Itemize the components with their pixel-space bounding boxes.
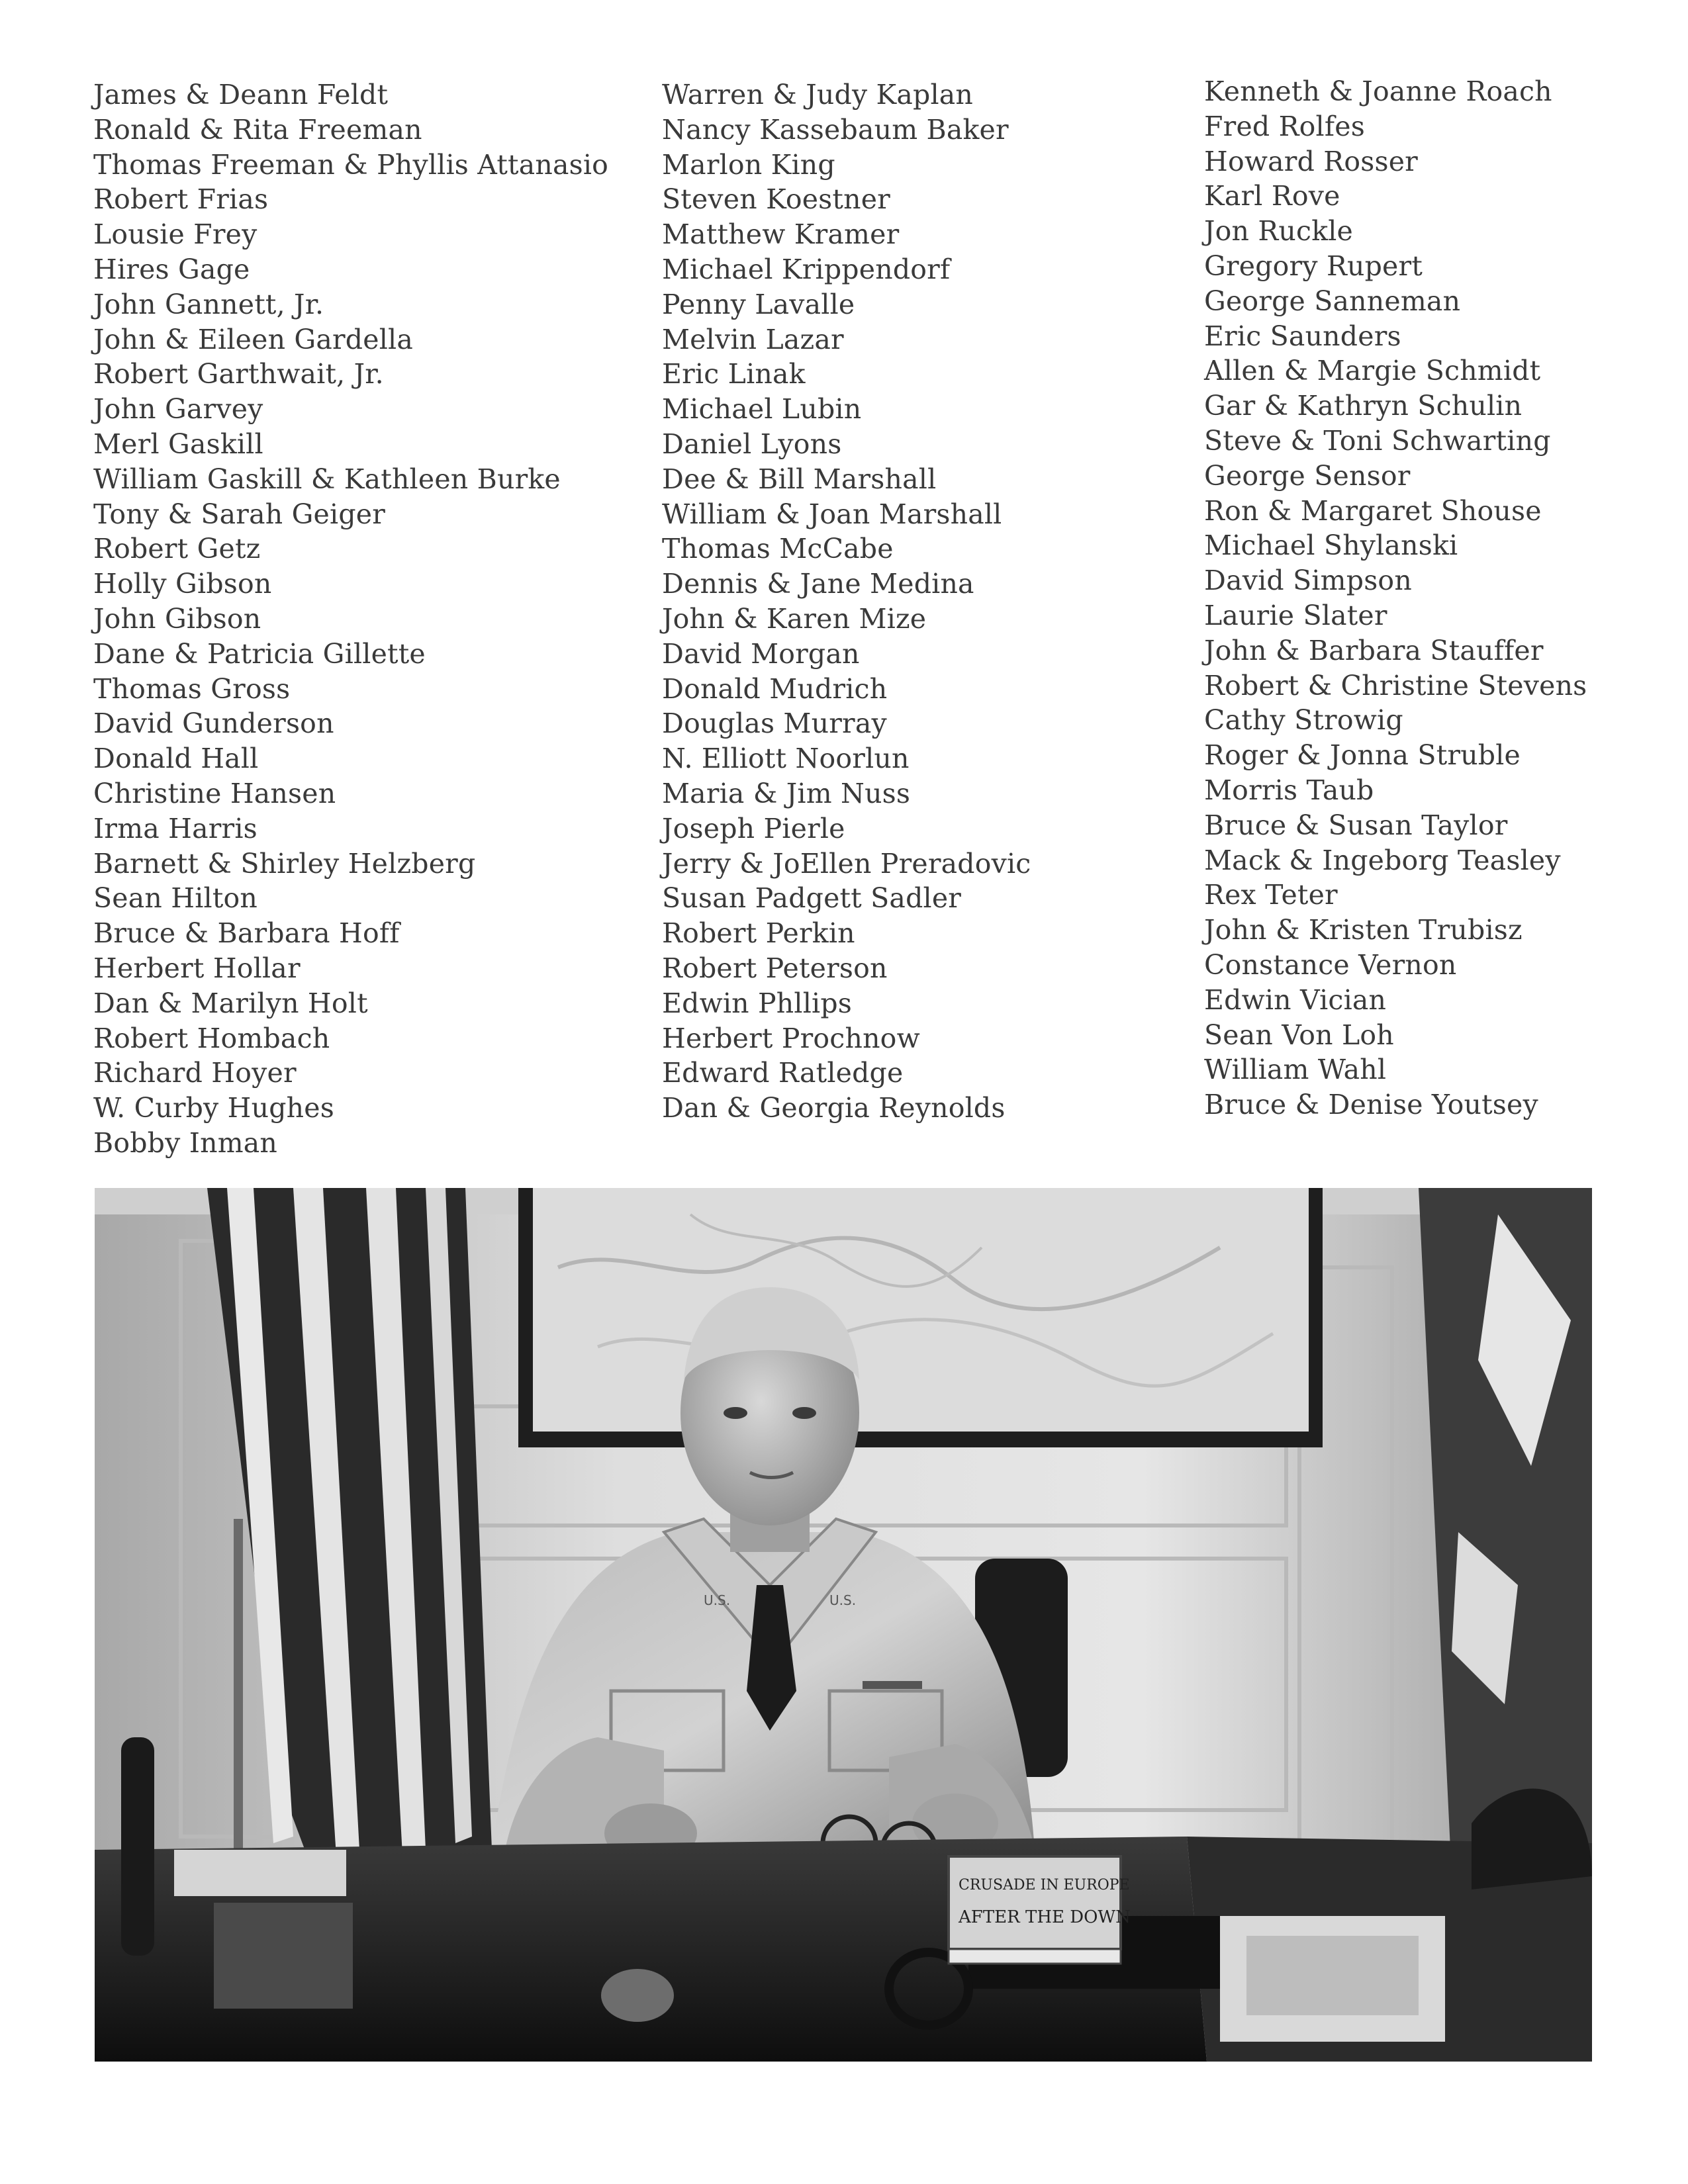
donor-name: Hires Gage	[93, 253, 250, 285]
donor-name: Maria & Jim Nuss	[662, 777, 911, 809]
donor-name: Michael Krippendorf	[662, 253, 951, 285]
donor-name: John & Kristen Trubisz	[1204, 914, 1523, 946]
donor-name: Eric Linak	[662, 358, 806, 390]
donor-name: Robert Perkin	[662, 917, 855, 950]
donor-name: George Sensor	[1204, 459, 1411, 492]
donor-name: Eric Saunders	[1204, 320, 1401, 352]
donor-name: Herbert Prochnow	[662, 1022, 920, 1054]
donor-name: Rex Teter	[1204, 879, 1338, 911]
donor-name: Dane & Patricia Gillette	[93, 637, 426, 670]
collar-badge-right: U.S.	[829, 1592, 857, 1608]
donor-name: Gregory Rupert	[1204, 250, 1423, 282]
donor-name: Robert & Christine Stevens	[1204, 669, 1587, 702]
donor-name: Karl Rove	[1204, 180, 1340, 212]
donor-name: Donald Mudrich	[662, 672, 888, 705]
donor-name: Christine Hansen	[93, 777, 336, 809]
donor-name: Dee & Bill Marshall	[662, 463, 937, 495]
donor-name: William & Joan Marshall	[662, 498, 1002, 530]
donor-name: Thomas McCabe	[662, 533, 894, 565]
donor-name: Donald Hall	[93, 743, 259, 775]
book-cover-text: AFTER THE DOWN	[959, 1907, 1131, 1927]
donor-name: William Gaskill & Kathleen Burke	[93, 463, 561, 495]
donor-name: Gar & Kathryn Schulin	[1204, 390, 1523, 422]
donor-name: Bobby Inman	[93, 1126, 278, 1159]
donor-name: Susan Padgett Sadler	[662, 882, 962, 915]
donor-name: Roger & Jonna Struble	[1204, 739, 1521, 772]
donor-name: Melvin Lazar	[662, 323, 844, 355]
donor-name: Douglas Murray	[662, 707, 887, 740]
donor-name: Thomas Freeman & Phyllis Attanasio	[93, 148, 609, 181]
donor-name: Ronald & Rita Freeman	[93, 113, 422, 146]
donor-name: Bruce & Susan Taylor	[1204, 809, 1508, 841]
donor-name: Howard Rosser	[1204, 145, 1418, 177]
donor-name: Nancy Kassebaum Baker	[662, 113, 1009, 146]
donor-name: David Simpson	[1204, 565, 1412, 597]
donor-name: Ron & Margaret Shouse	[1204, 494, 1542, 527]
donor-name: Jerry & JoEllen Preradovic	[662, 847, 1031, 880]
donor-name: Sean Von Loh	[1204, 1019, 1394, 1051]
donor-name: Holly Gibson	[93, 568, 272, 600]
donor-name: Michael Lubin	[662, 393, 862, 426]
donor-name: Warren & Judy Kaplan	[662, 79, 974, 111]
donor-name: John Gannett, Jr.	[93, 288, 324, 320]
donor-name: Richard Hoyer	[93, 1057, 297, 1089]
donor-name: Dan & Georgia Reynolds	[662, 1092, 1006, 1124]
donor-name: Robert Hombach	[93, 1022, 330, 1054]
book-on-desk	[949, 1856, 1131, 1964]
donor-name: Lousie Frey	[93, 218, 258, 251]
donor-name: W. Curby Hughes	[93, 1092, 334, 1124]
donor-name: Fred Rolfes	[1204, 110, 1365, 142]
donor-name: George Sanneman	[1204, 285, 1461, 317]
donor-name: Laurie Slater	[1204, 599, 1387, 631]
donor-name: David Gunderson	[93, 707, 334, 740]
donor-name: Penny Lavalle	[662, 288, 855, 320]
donor-name: David Morgan	[662, 637, 860, 670]
book-spine-text: CRUSADE IN EUROPE	[959, 1877, 1130, 1893]
donor-name: Edward Ratledge	[662, 1057, 904, 1089]
donor-name: Constance Vernon	[1204, 948, 1457, 981]
collar-badge-left: U.S.	[704, 1592, 731, 1608]
donor-name: William Wahl	[1204, 1054, 1387, 1086]
donor-name: John Gibson	[93, 602, 261, 635]
name-column-2	[662, 77, 1031, 1126]
wall-map	[518, 1188, 1323, 1447]
donor-name: Michael Shylanski	[1204, 529, 1458, 562]
historic-photo-man-at-desk	[95, 1188, 1592, 2062]
name-column-1	[93, 77, 608, 1161]
donor-name: Robert Garthwait, Jr.	[93, 358, 384, 390]
donor-name: Kenneth & Joanne Roach	[1204, 75, 1552, 107]
donor-name: Matthew Kramer	[662, 218, 900, 251]
donor-name: Sean Hilton	[93, 882, 258, 915]
donor-name: Mack & Ingeborg Teasley	[1204, 844, 1561, 876]
donor-name: Joseph Pierle	[662, 812, 845, 844]
donor-name: John & Barbara Stauffer	[1204, 634, 1544, 666]
donor-name: Merl Gaskill	[93, 428, 263, 460]
donor-name: Steven Koestner	[662, 183, 890, 216]
donor-name: Robert Peterson	[662, 952, 888, 984]
donor-name: Herbert Hollar	[93, 952, 301, 984]
donor-name: Jon Ruckle	[1204, 215, 1354, 248]
donor-name: Robert Frias	[93, 183, 269, 216]
donor-name: Irma Harris	[93, 812, 258, 844]
donor-name: Marlon King	[662, 148, 835, 181]
donor-name: John & Eileen Gardella	[93, 323, 413, 355]
donor-name: Cathy Strowig	[1204, 704, 1403, 737]
donor-name: Bruce & Barbara Hoff	[93, 917, 400, 950]
donor-name: Barnett & Shirley Helzberg	[93, 847, 476, 880]
donor-name: Edwin Vician	[1204, 983, 1387, 1016]
donor-name: N. Elliott Noorlun	[662, 743, 910, 775]
donor-name: Dan & Marilyn Holt	[93, 987, 368, 1019]
donor-name: Allen & Margie Schmidt	[1204, 355, 1541, 387]
donor-name: Bruce & Denise Youtsey	[1204, 1089, 1538, 1121]
donor-name: Tony & Sarah Geiger	[93, 498, 386, 530]
donor-name: Daniel Lyons	[662, 428, 842, 460]
donor-name: Thomas Gross	[93, 672, 291, 705]
donor-name: John Garvey	[93, 393, 263, 426]
donor-name: Edwin Phllips	[662, 987, 853, 1019]
donor-name: Robert Getz	[93, 533, 261, 565]
donor-name: Dennis & Jane Medina	[662, 568, 974, 600]
donor-name: Morris Taub	[1204, 774, 1374, 806]
donor-name: John & Karen Mize	[662, 602, 927, 635]
donor-name: James & Deann Feldt	[93, 79, 389, 111]
name-column-3	[1204, 74, 1587, 1122]
donor-name: Steve & Toni Schwarting	[1204, 424, 1551, 457]
